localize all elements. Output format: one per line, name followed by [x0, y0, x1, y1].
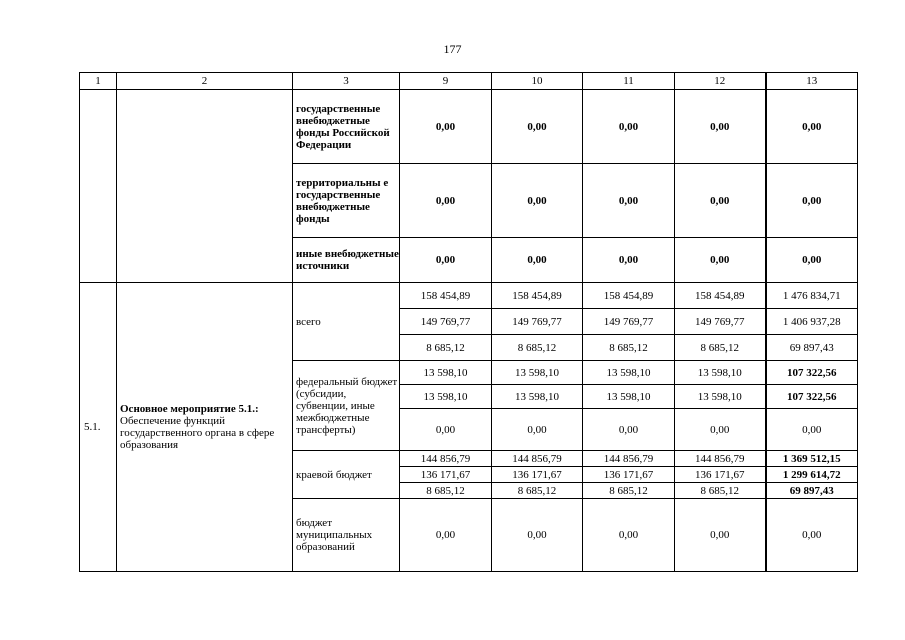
value-cell: 0,00 [766, 499, 858, 572]
value-cell: 0,00 [400, 238, 492, 283]
value-cell: 136 171,67 [492, 467, 583, 483]
table-row [80, 283, 858, 309]
value-cell: 144 856,79 [400, 451, 492, 467]
value-cell: 0,00 [675, 409, 766, 451]
value-cell: 0,00 [766, 164, 858, 238]
value-cell: 8 685,12 [675, 335, 766, 361]
row-label: бюджет муниципальных образований [293, 499, 400, 572]
header-cell: 9 [400, 73, 492, 90]
value-cell: 0,00 [583, 409, 675, 451]
empty-cell [117, 90, 293, 283]
header-cell: 10 [492, 73, 583, 90]
value-cell: 0,00 [766, 409, 858, 451]
header-cell: 12 [675, 73, 766, 90]
value-cell: 13 598,10 [675, 361, 766, 385]
value-cell: 1 476 834,71 [766, 283, 858, 309]
row-label: государственные внебюджетные фонды Российской Федерации [293, 90, 400, 164]
value-cell: 69 897,43 [766, 483, 858, 499]
value-cell: 0,00 [766, 238, 858, 283]
value-cell: 69 897,43 [766, 335, 858, 361]
value-cell: 136 171,67 [400, 467, 492, 483]
value-cell: 0,00 [492, 164, 583, 238]
value-cell: 144 856,79 [492, 451, 583, 467]
value-cell: 136 171,67 [583, 467, 675, 483]
activity-title-rest: Обеспечение функций государственного органа в сфере образования [120, 415, 275, 451]
header-cell: 13 [766, 73, 858, 90]
value-cell: 1 299 614,72 [766, 467, 858, 483]
value-cell: 8 685,12 [400, 335, 492, 361]
value-cell: 0,00 [675, 90, 766, 164]
value-cell: 1 406 937,28 [766, 309, 858, 335]
value-cell: 0,00 [675, 238, 766, 283]
value-cell: 158 454,89 [583, 283, 675, 309]
value-cell: 149 769,77 [583, 309, 675, 335]
activity-description [117, 283, 293, 572]
value-cell: 136 171,67 [675, 467, 766, 483]
value-cell: 8 685,12 [583, 483, 675, 499]
header-cell: 2 [117, 73, 293, 90]
value-cell: 0,00 [492, 238, 583, 283]
value-cell: 158 454,89 [400, 283, 492, 309]
activity-title: Основное мероприятие 5.1.: [120, 403, 259, 415]
empty-cell [80, 90, 117, 283]
value-cell: 8 685,12 [492, 483, 583, 499]
value-cell: 107 322,56 [766, 385, 858, 409]
activity-number: 5.1. [80, 283, 117, 572]
value-cell: 8 685,12 [492, 335, 583, 361]
row-label: территориальны е государственные внебюджетные фонды [293, 164, 400, 238]
value-cell: 158 454,89 [492, 283, 583, 309]
value-cell: 149 769,77 [400, 309, 492, 335]
value-cell: 149 769,77 [675, 309, 766, 335]
row-label: иные внебюджетные источники [293, 238, 400, 283]
header-cell: 1 [80, 73, 117, 90]
value-cell: 0,00 [400, 164, 492, 238]
page-number: 177 [443, 42, 462, 56]
row-label: всего [293, 283, 400, 361]
value-cell: 0,00 [492, 499, 583, 572]
value-cell: 0,00 [675, 499, 766, 572]
value-cell: 144 856,79 [583, 451, 675, 467]
value-cell: 0,00 [766, 90, 858, 164]
value-cell: 0,00 [583, 90, 675, 164]
value-cell: 13 598,10 [492, 361, 583, 385]
header-row [80, 73, 858, 90]
header-cell: 11 [583, 73, 675, 90]
value-cell: 144 856,79 [675, 451, 766, 467]
header-cell: 3 [293, 73, 400, 90]
value-cell: 0,00 [675, 164, 766, 238]
row-label: краевой бюджет [293, 451, 400, 499]
value-cell: 13 598,10 [400, 385, 492, 409]
value-cell: 8 685,12 [675, 483, 766, 499]
value-cell: 1 369 512,15 [766, 451, 858, 467]
value-cell: 13 598,10 [583, 361, 675, 385]
value-cell: 158 454,89 [675, 283, 766, 309]
row-label: федеральный бюджет (субсидии, субвенции, иные межбюджетные трансферты) [293, 361, 400, 451]
value-cell: 8 685,12 [400, 483, 492, 499]
value-cell: 107 322,56 [766, 361, 858, 385]
value-cell: 149 769,77 [492, 309, 583, 335]
value-cell: 0,00 [400, 499, 492, 572]
value-cell: 0,00 [400, 90, 492, 164]
value-cell: 13 598,10 [675, 385, 766, 409]
value-cell: 0,00 [583, 238, 675, 283]
value-cell: 13 598,10 [583, 385, 675, 409]
value-cell: 0,00 [400, 409, 492, 451]
value-cell: 8 685,12 [583, 335, 675, 361]
budget-table [79, 72, 858, 572]
value-cell: 13 598,10 [492, 385, 583, 409]
value-cell: 13 598,10 [400, 361, 492, 385]
value-cell: 0,00 [583, 499, 675, 572]
value-cell: 0,00 [492, 409, 583, 451]
table-row [80, 90, 858, 164]
value-cell: 0,00 [583, 164, 675, 238]
value-cell: 0,00 [492, 90, 583, 164]
